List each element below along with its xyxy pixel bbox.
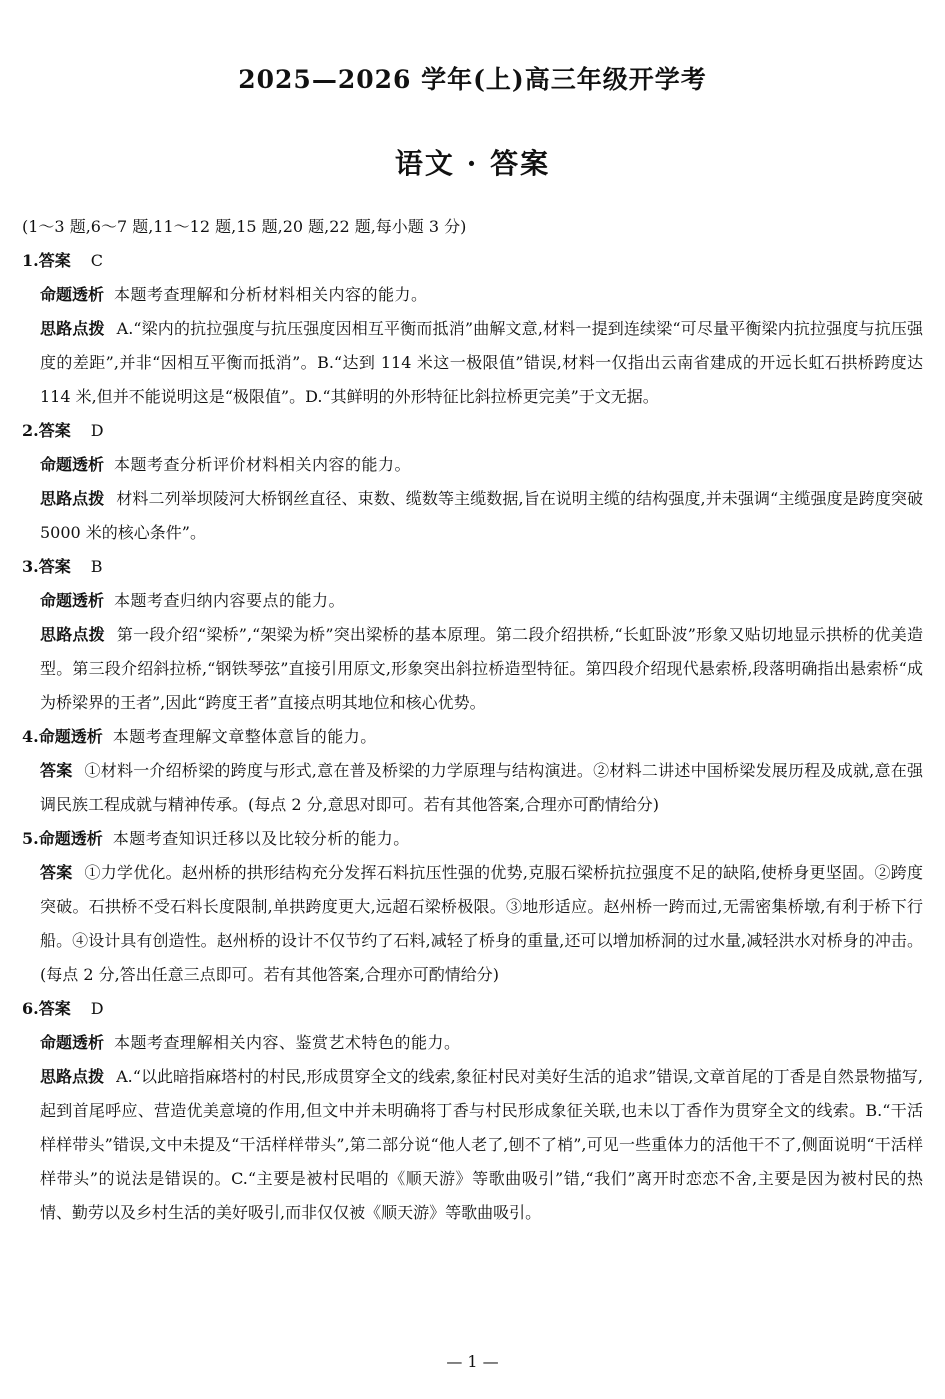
answer-text: ①力学优化。赵州桥的拱形结构充分发挥石料抗压性强的优势,克服石梁桥抗拉强度不足的缺陷,使桥身更坚固。②跨度突破。石拱桥不受石料长度限制,单拱跨度更大,远超石梁桥极限。③地形适应。赵州桥一跨而过,无需密集桥墩,有利于桥下行船。④设计具有创造性。赵州桥的设计不仅节约了石料,减轻了桥身的重量,还可以增加桥洞的过水量,减轻洪水对桥身的冲击。(每点 2 分,答出任意三点即可。若有其他答案,合理亦可酌情给分): [40, 863, 923, 984]
answer-label: 答案: [38, 999, 71, 1018]
question-number: 5.: [22, 829, 39, 848]
analysis-text: 本题考查理解文章整体意旨的能力。: [112, 727, 377, 746]
hint-label: 思路点拨: [40, 319, 105, 338]
question-1: [22, 244, 923, 414]
question-4: [22, 720, 923, 822]
answer-label: 答案: [38, 557, 71, 576]
hint-text: A.“梁内的抗拉强度与抗压强度因相互平衡而抵消”曲解文意,材料一提到连续梁“可尽量平衡梁内抗拉强度与抗压强度的差距”,并非“因相互平衡而抵消”。B.“达到 114 米这一极限值”错误,材料一仅指出云南省建成的开远长虹石拱桥跨度达 114 米,但并不能说明这是“极限值”。D.“其鲜明的外形特征比斜拉桥更完美”于文无据。: [40, 319, 923, 406]
analysis-label: 命题透析: [38, 829, 103, 848]
question-number: 4.: [22, 727, 39, 746]
answer-value: B: [90, 557, 103, 576]
analysis-label: 命题透析: [40, 1033, 105, 1052]
hint-label: 思路点拨: [40, 625, 105, 644]
analysis-label: 命题透析: [40, 285, 105, 304]
answer-label: 答案: [40, 761, 73, 780]
analysis-text: 本题考查理解相关内容、鉴赏艺术特色的能力。: [114, 1033, 461, 1052]
analysis-text: 本题考查知识迁移以及比较分析的能力。: [112, 829, 410, 848]
hint-text: 第一段介绍“梁桥”,“架梁为桥”突出梁桥的基本原理。第二段介绍拱桥,“长虹卧波”形象又贴切地显示拱桥的优美造型。第三段介绍斜拉桥,“钢铁琴弦”直接引用原文,形象突出斜拉桥造型特征。第四段介绍现代悬索桥,段落明确指出悬索桥“成为桥梁界的王者”,因此“跨度王者”直接点明其地位和核心优势。: [40, 625, 923, 712]
document-body: [22, 210, 923, 1230]
answer-value: D: [90, 421, 104, 440]
document-subtitle: 语文 · 答案: [394, 147, 551, 180]
hint-label: 思路点拨: [40, 1067, 105, 1086]
page-number: — 1 —: [446, 1352, 499, 1371]
answer-text: ①材料一介绍桥梁的跨度与形式,意在普及桥梁的力学原理与结构演进。②材料二讲述中国桥梁发展历程及成就,意在强调民族工程成就与精神传承。(每点 2 分,意思对即可。若有其他答案,合理亦可酌情给分): [40, 761, 923, 814]
question-3: [22, 550, 923, 720]
answer-value: D: [90, 999, 104, 1018]
question-number: 6.: [22, 999, 39, 1018]
hint-text: 材料二列举坝陵河大桥钢丝直径、束数、缆数等主缆数据,旨在说明主缆的结构强度,并未强调“主缆强度是跨度突破 5000 米的核心条件”。: [40, 489, 923, 542]
analysis-text: 本题考查理解和分析材料相关内容的能力。: [114, 285, 428, 304]
analysis-label: 命题透析: [40, 591, 105, 610]
answer-value: C: [90, 251, 103, 270]
answer-label: 答案: [38, 251, 71, 270]
analysis-label: 命题透析: [38, 727, 103, 746]
hint-text: A.“以此暗指麻塔村的村民,形成贯穿全文的线索,象征村民对美好生活的追求”错误,文章首尾的丁香是自然景物描写,起到首尾呼应、营造优美意境的作用,但文中并未明确将丁香与村民形成象征关联,也未以丁香作为贯穿全文的线索。B.“干活样样带头”错误,文中未提及“干活样样带头”,第二部分说“他人老了,刨不了梢”,可见一些重体力的活他干不了,侧面说明“干活样样带头”的说法是错误的。C.“主要是被村民唱的《顺天游》等歌曲吸引”错,“我们”离开时恋恋不舍,主要是因为被村民的热情、勤劳以及乡村生活的美好吸引,而非仅仅被《顺天游》等歌曲吸引。: [40, 1067, 923, 1222]
document-title: 2025—2026 学年(上)高三年级开学考: [238, 65, 707, 94]
analysis-text: 本题考查分析评价材料相关内容的能力。: [114, 455, 412, 474]
question-number: 1.: [22, 251, 39, 270]
answer-label: 答案: [38, 421, 71, 440]
question-number: 2.: [22, 421, 39, 440]
question-number: 3.: [22, 557, 39, 576]
answer-label: 答案: [40, 863, 73, 882]
question-2: [22, 414, 923, 550]
analysis-text: 本题考查归纳内容要点的能力。: [114, 591, 346, 610]
question-6: [22, 992, 923, 1230]
analysis-label: 命题透析: [40, 455, 105, 474]
hint-label: 思路点拨: [40, 489, 105, 508]
score-note: (1～3 题,6～7 题,11～12 题,15 题,20 题,22 题,每小题 3 分): [22, 217, 467, 236]
question-5: [22, 822, 923, 992]
